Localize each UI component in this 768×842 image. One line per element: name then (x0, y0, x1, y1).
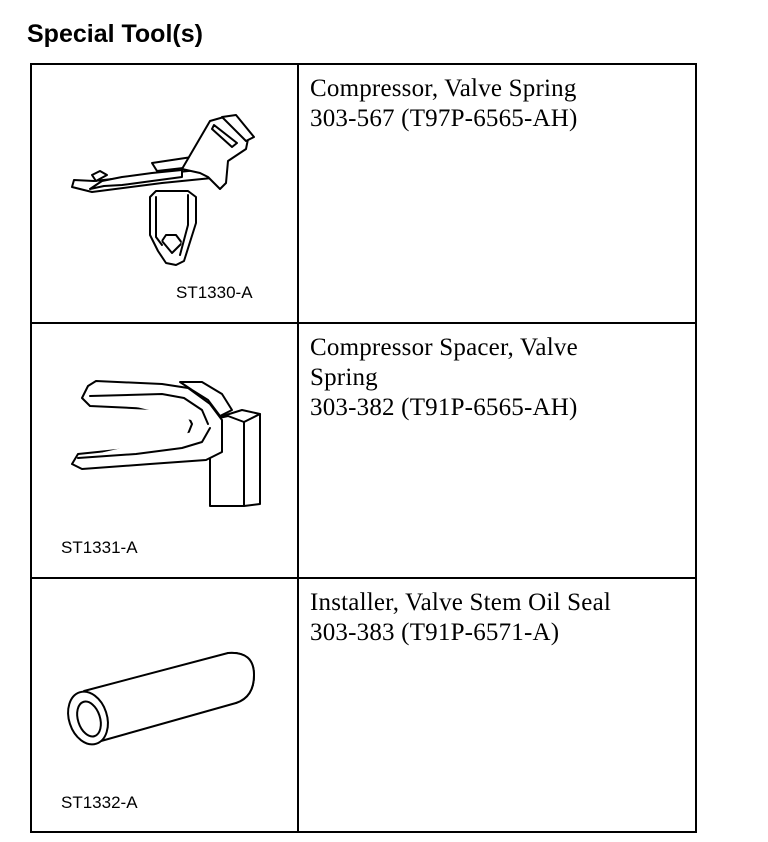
tool-name: Compressor Spacer, Valve (310, 334, 578, 361)
special-tools-table (30, 63, 697, 833)
tool-image-cell (32, 65, 299, 322)
figure-code: ST1332-A (61, 793, 138, 812)
tool-description-cell (299, 65, 695, 322)
tool-description-cell (299, 322, 695, 577)
tool-name: Installer, Valve Stem Oil Seal (310, 589, 612, 616)
tool-part-number: 303-383 (T91P-6571-A) (310, 619, 560, 646)
tool-image-cell (32, 322, 299, 577)
tool-image-cell (32, 577, 299, 831)
tool-name-continued: Spring (310, 364, 378, 391)
tool-part-number: 303-567 (T97P-6565-AH) (310, 105, 578, 132)
valve-spring-compressor-icon (32, 65, 297, 320)
figure-code: ST1331-A (61, 538, 138, 557)
page-title: Special Tool(s) (27, 20, 203, 48)
tool-description-cell (299, 577, 695, 831)
figure-code: ST1330-A (176, 283, 253, 302)
tool-name: Compressor, Valve Spring (310, 75, 577, 102)
tool-part-number: 303-382 (T91P-6565-AH) (310, 394, 578, 421)
